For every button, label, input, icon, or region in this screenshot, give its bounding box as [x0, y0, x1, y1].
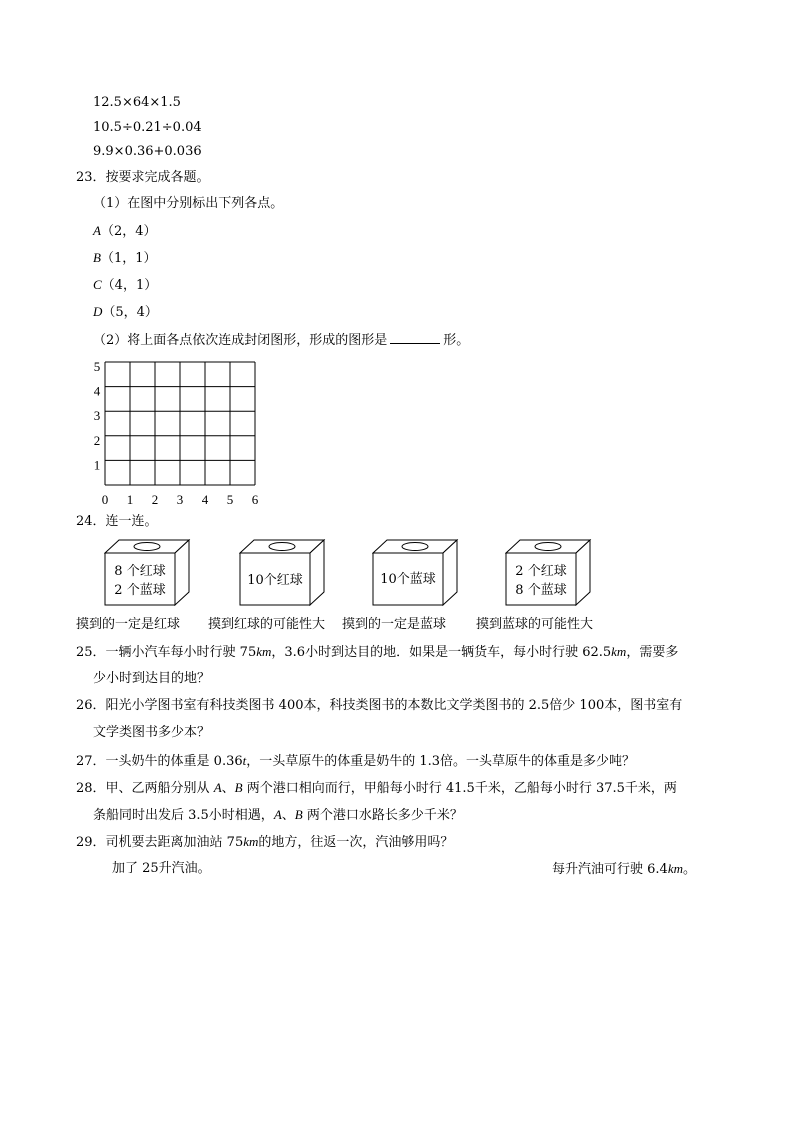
q23-part2-text: （2）将上面各点依次连成封闭图形，形成的图形是: [93, 333, 388, 348]
q28-text-b: 两个港口相向而行，甲船每小时行 41.5千米，乙船每小时行 37.5千米，两: [242, 781, 677, 796]
x-tick-label: 5: [226, 492, 234, 507]
q25-unit-1: km: [256, 644, 272, 659]
q27-unit: t: [242, 753, 247, 768]
box-1-hole-icon: [134, 543, 160, 551]
x-tick-label: 3: [176, 492, 184, 507]
option-2[interactable]: 摸到红球的可能性大: [208, 617, 326, 632]
q28-sep: 、: [221, 781, 235, 796]
answer-blank[interactable]: [390, 331, 440, 344]
q23-part1: （1）在图中分别标出下列各点。: [93, 196, 284, 211]
q29-unit: km: [243, 834, 259, 849]
box-3: [372, 539, 460, 607]
q29-right-text: 每升汽油可行驶 6.4: [552, 862, 668, 877]
box-1-line2: 2 个蓝球: [114, 583, 166, 598]
y-tick-label: 5: [93, 359, 101, 374]
q28-sep-2: 、: [281, 808, 295, 823]
x-tick-label: 6: [251, 492, 259, 507]
q25-line2: 少小时到达目的地？: [93, 671, 211, 686]
x-tick-label: 0: [101, 492, 109, 507]
calc-item-3: 9.9×0.36+0.036: [93, 144, 202, 159]
box-2-line1: 10个红球: [247, 573, 303, 588]
q25-unit-2: km: [611, 644, 627, 659]
box-4-hole-icon: [535, 543, 561, 551]
option-1[interactable]: 摸到的一定是红球: [76, 617, 181, 632]
calc-item-2: 10.5÷0.21÷0.04: [93, 120, 202, 135]
calc-item-1: 12.5×64×1.5: [93, 95, 181, 110]
y-tick-label: 1: [93, 457, 101, 473]
q28-port-a: A: [213, 780, 222, 795]
q26-line1: 26．阳光小学图书室有科技类图书 400本，科技类图书的本数比文学类图书的 2.5倍少 100本，图书室有: [76, 698, 683, 713]
q29-text-b: 的地方，往返一次，汽油够用吗？: [258, 835, 454, 850]
q28-line2: [93, 807, 463, 824]
q29-text-a: 29．司机要去距离加油站 75: [76, 835, 244, 850]
q28-port-a-2: A: [273, 807, 282, 822]
q28-port-b: B: [234, 780, 243, 795]
q29-right-end: 。: [682, 862, 696, 877]
point-c-coords: （4，1）: [101, 278, 158, 293]
q29-right-unit: km: [667, 861, 683, 876]
point-a: [93, 223, 157, 240]
point-b-name: B: [93, 250, 101, 265]
x-tick-label: 1: [126, 492, 134, 507]
point-c-name: C: [93, 277, 102, 292]
box-2: [239, 539, 327, 607]
point-d-name: D: [93, 304, 103, 319]
x-tick-label: 2: [151, 492, 159, 507]
box-3-hole-icon: [402, 543, 428, 551]
q24-title: 24．连一连。: [76, 514, 158, 529]
q25-text-a: 25．一辆小汽车每小时行驶 75: [76, 645, 257, 660]
q28-text-c: 条船同时出发后 3.5小时相遇，: [93, 808, 274, 823]
point-a-coords: （2，4）: [100, 224, 157, 239]
box-4-line2: 8 个蓝球: [515, 583, 567, 598]
box-2-hole-icon: [269, 543, 295, 551]
box-1: [104, 539, 192, 607]
point-b-coords: （1，1）: [100, 251, 157, 266]
q25-text-b: ，3.6小时到达目的地．如果是一辆货车，每小时行驶 62.5: [271, 645, 612, 660]
coordinate-grid[interactable]: [88, 355, 268, 507]
point-d: [93, 304, 158, 321]
q26-line2: 文学类图书多少本？: [93, 725, 211, 740]
q28-text-a: 28．甲、乙两船分别从: [76, 781, 214, 796]
q25-line1: [76, 644, 678, 661]
option-3[interactable]: 摸到的一定是蓝球: [342, 617, 447, 632]
box-4: [505, 539, 593, 607]
box-3-line1: 10个蓝球: [380, 572, 436, 587]
q23-title: 23．按要求完成各题。: [76, 170, 210, 185]
y-tick-label: 3: [93, 408, 101, 424]
y-tick-label: 4: [93, 383, 101, 399]
q29-left-note: 加了 25升汽油。: [112, 861, 211, 876]
point-b: [93, 250, 157, 267]
q27-text-b: ，一头草原牛的体重是奶牛的 1.3倍。一头草原牛的体重是多少吨？: [246, 754, 636, 769]
x-tick-label: 4: [201, 492, 209, 507]
point-a-name: A: [93, 223, 101, 238]
q29-line: [76, 834, 453, 851]
option-4[interactable]: 摸到蓝球的可能性大: [476, 617, 594, 632]
box-4-line1: 2 个红球: [515, 564, 567, 579]
q29-right-note: [552, 861, 696, 878]
point-c: [93, 277, 157, 294]
q28-port-b-2: B: [294, 807, 303, 822]
q27-line: [76, 753, 635, 770]
q23-part2: [93, 331, 469, 349]
q28-line1: [76, 780, 677, 797]
q28-text-d: 两个港口水路长多少千米？: [302, 808, 463, 823]
q27-text-a: 27．一头奶牛的体重是 0.36: [76, 754, 243, 769]
box-1-line1: 8 个红球: [114, 564, 166, 579]
point-d-coords: （5，4）: [102, 305, 158, 320]
q25-text-c: ，需要多: [626, 645, 679, 660]
q23-part2-suffix: 形。: [443, 333, 470, 348]
y-tick-label: 2: [93, 432, 101, 448]
